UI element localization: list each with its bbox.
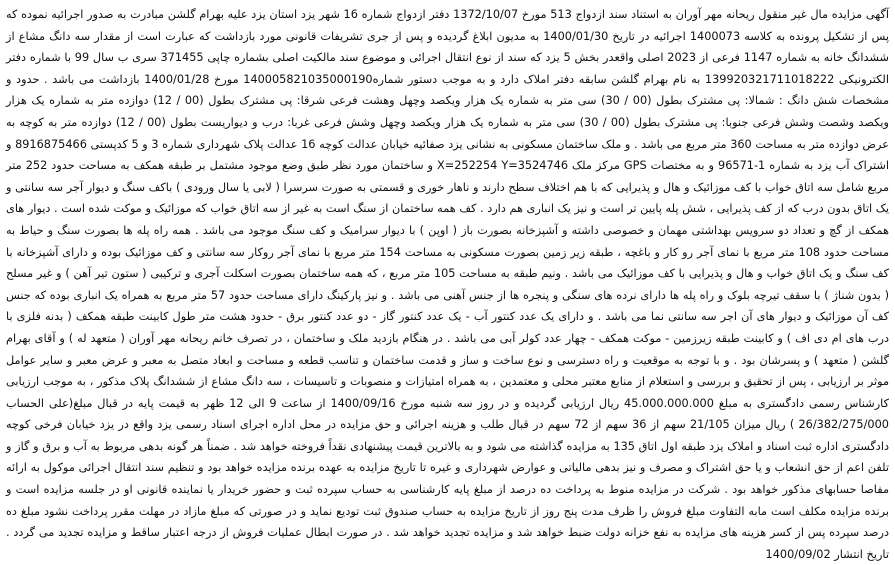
notice-text: آگهی مزایده مال غیر منقول ریحانه مهر آوران به استناد سند ازدواج 513 مورخ 1372/10/07 دفتر ازدواج شماره 16 شهر یزد استان یزد علیه بهرام گلشن مبادرت به صدور اجرائیه نموده که پس از تشکیل پرونده به کلاسه 1400073 اجرائیه در تاریخ 1400/01/30 به مدیون ابلاغ گردیده و پس از جری تشریفات قانونی مورد بازداشت که عبارت است از مقدار سه دانگ مشاع از ششدانگ خانه به شماره 1147 فرعی از 2023 اصلی واقعدر بخش 5 یزد که سند از نوع انتقال اجرائی و موضوع سند مالکیت اصلی بشماره چاپی 371455 سری ب سال 99 با شماره دفتر الکترونیکی 139920321711018222 به نام بهرام گلشن سابقه دفتر املاک دارد و به موجب دستور شماره140005821035000190 مورخ 1400/01/28 بازداشت می باشد . حدود و مشخصات شش دانگ : شمالا: پی مشترک بطول (00 / 30) سی متر به شماره یک هزار ویکصد وچهل وهشت فرعی شرقا: پی مشترک بطول (00 / 12) دوازده متر به شماره یک هزار ویکصد وشصت وشش فرعی جنوبا: پی مشترک بطول (00 / 30) سی متر به شماره یک هزار ویکصد وچهل وشش فرعی غربا: درب و دیواریست بطول (00 / 12) دوازده متر به کوچه به عرض دوازده متر به مساحت 360 متر مربع می باشد . و ملک ساختمان مسکونی به نشانی یزد صفائیه خیابان عدالت کوچه 16 عدالت پلاک شهرداری شماره 3 و 5 کدپستی 8916875466 و اشتراک آب یزد به شماره 1-96571 و به مختصات GPS مرکز ملک X=252254 Y=3524746 و ساختمان مورد نظر طبق وضع موجود مشتمل بر طبقه همکف به مساحت حدود 252 متر مربع شامل سه اتاق خواب با کف موزائیک و هال و پذیرایی که با هم اختلاف سطح دارند و ناهار خوری و قسمتی به صورت سرسرا ( لابی یا سال ورودی ) باکف سنگ و دیوار آجر سه سانتی و یک اتاق بدون درب که از کف پذیرایی ، شش پله پایین تر است و نیز یک انباری هم دارد . کف همه ساختمان از سنگ است به غیر از سه اتاق خواب که موزائیک و موکت شده است . دیوار های همکف از گچ و تعداد دو سرویس بهداشتی مهمان و خصوصی داشته و آشپزخانه بصورت باز ( اوپن ) با دیوار سرامیک و کف سنگ موجود می باشد . همه راه پله ها بصورت سنگ و حیاط به مساحت حدود 108 متر مربع با نمای آجر رو کار و باغچه ، طبقه زیر زمین بصورت مسکونی به مساحت 154 متر مربع با نمای آجر روکار سه سانتی و کف موزائیک بوده و دارای آشپزخانه با کف سنگ و یک اتاق خواب و هال و پذیرایی با کف موزائیک می باشد . ونیم طبقه به مساحت 105 متر مربع ، که همه ساختمان بصورت اسکلت آجری و ترکیبی ( ستون تیر آهن ) و غیر مسلح ( بدون شناژ ) با سقف تیرچه بلوک و راه پله ها دارای نرده های سنگی و پنجره ها از جنس آهنی می باشد . و نیز پارکینگ دارای مساحت حدود 57 متر مربع به همراه یک انباری بوده که جنس کف آن موزائیک و دیوار های آن اجر سه سانتی نما می باشد . و دارای یک عدد کنتور آب - یک عدد کنتور گاز - دو عدد کنتور برق - حدود هشت متر طول کابینت طبقه همکف ( بدنه فلزی با درب های ام دی اف ) و کابینت طبقه زیرزمین - موکت همکف - چهار عدد کولر آبی می باشد . در هنگام بازدید ملک و ساختمان ، در تصرف خانم ریحانه مهر آوران ( متعهد له ) و آقای بهرام گلشن ( متعهد ) و پسرشان بود . و با توجه به موقعیت و راه دسترسی و نوع ساخت و ساز و قدمت ساختمان و تناسب قطعه و مساحت و ابعاد متصل به معبر و عرض معبر و سایر عوامل موثر بر ارزیابی ، پس از تحقیق و بررسی و استعلام از منابع معتبر محلی و معتمدین ، به همراه امتیازات و منصوبات و تاسیسات ، سه دانگ مشاع از ششدانگ پلاک مذکور ، به موجب ارزیابی کارشناس رسمی دادگستری به مبلغ 45.000.000.000 ریال ارزیابی گردیده و در روز سه شنبه مورخ 1400/09/16 از ساعت 9 الی 12 ظهر به قیمت پایه در قبال مبلغ(علی الحساب 26/382/275/000 ) ریال میزان 21/105 سهم از 36 سهم از 72 سهم در قبال طلب و هزینه اجرائی و حق مزایده در محل اداره اجرای اسناد رسمی یزد واقع در یزد خیابان فرخی کوچه دادگستری اداره ثبت اسناد و املاک یزد طبقه اول اتاق 135 به مزایده گذاشته می شود و به بالاترین قیمت پیشنهادی نقداً فروخته خواهد شد . ضمناً هر گونه بدهی مربوط به آب و برق و گاز و تلفن اعم از حق انشعاب و یا حق اشتراک و مصرف و نیز بدهی مالیاتی و عوارض شهرداری و غیره تا تاریخ مزایده به عهده برنده مزایده خواهد بود و تنظیم سند انتقال اجرائی موکول به ارائه مفاصا حسابهای مذکور خواهد بود . شرکت در مزایده منوط به پرداخت ده درصد از مبلغ پایه کارشناسی به حساب سپرده ثبت و حضور خریدار یا نماینده قانونی او در جلسه مزایده است و برنده مزایده مکلف است مابه التفاوت مبلغ فروش را ظرف مدت پنج روز از تاریخ مزایده به حساب صندوق ثبت تودیع نماید و در صورتی که مبلغ مازاد در مهلت مقرر پرداخت نشود مبلغ ده درصد سپرده پس از کسر هزینه های مزایده به نفع خزانه دولت ضبط خواهد شد و مزایده تجدید خواهد شد . در صورت ابطال عملیات فروش از درجه اعتبار ساقط و مزایده تجدید می گردد . تاریخ انتشار 1400/09/02 <box>6 8 890 561</box>
